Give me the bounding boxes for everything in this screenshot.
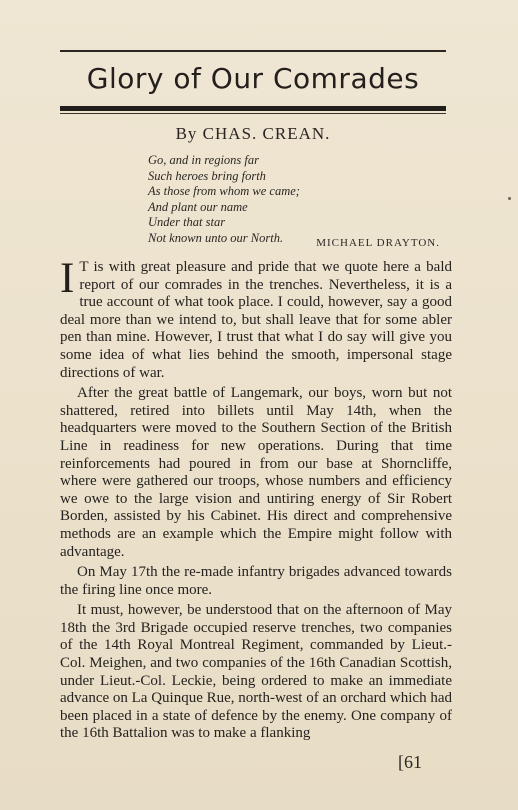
epigraph — [148, 153, 448, 246]
epigraph-line: As those from whom we came; — [148, 184, 300, 198]
body-paragraph: On May 17th the re-made infantry brigades advanced towards the firing line once more. — [60, 564, 452, 598]
body-paragraph: It must, however, be understood that on the afternoon of May 18th the 3rd Brigade occupied reserve trenches, two companies of the 14th Royal Montreal Regiment, commanded by Lieut.-Col. Meighen, and two companies of the 16th Canadian Scottish, under Lieut.-Col. Leckie, being ordered to make an immediate advance on La Quinque Rue, north-west of an orchard which had been placed in a state of defence by the enemy. One company of the 16th Battalion was to make a flanking — [60, 602, 452, 742]
article-body — [60, 255, 452, 746]
title-rule-bottom-thin — [60, 113, 446, 114]
body-paragraph-text: T is with great pleasure and pride that we quote here a bald report of our comrades in the trenches. Nevertheless, it is a true account of what took place. I could, however, say a good deal more than we intend to, but shall leave that for some abler pen than mine. However, I trust that what I do say will give you some idea of what lies behind the smooth, impersonal stage directions of war. — [60, 259, 452, 381]
paper-speck — [508, 197, 511, 200]
epigraph-line: Such heroes bring forth — [148, 168, 266, 183]
article-byline: By CHAS. CREAN. — [175, 124, 331, 143]
epigraph-line: And plant our name — [148, 199, 248, 214]
epigraph-attribution: MICHAEL DRAYTON. — [316, 237, 440, 249]
title-rule-top — [60, 50, 446, 52]
epigraph-line: Not known unto our North. — [148, 230, 284, 245]
article-title: Glory of Our Comrades — [86, 62, 420, 95]
page-number: [61 — [398, 752, 422, 772]
body-paragraph: After the great battle of Langemark, our boys, worn but not shattered, retired into billets until May 14th, when the headquarters were moved to the Southern Section of the British Line in readiness for new operations. During that time reinforcements had poured in from our base at Shorncliffe, where were gathered our troops, whose numbers and efficiency we owe to the large vision and untiring energy of Sir Robert Borden, assisted by his Cabinet. His direct and comprehensive methods are an example which the Empire might follow with advantage. — [60, 385, 452, 560]
epigraph-line: Go, and in regions far — [148, 153, 259, 167]
epigraph-line: Under that star — [148, 215, 226, 229]
title-rule-bottom — [60, 106, 446, 111]
drop-cap: I — [60, 255, 75, 302]
body-paragraph — [60, 255, 452, 382]
